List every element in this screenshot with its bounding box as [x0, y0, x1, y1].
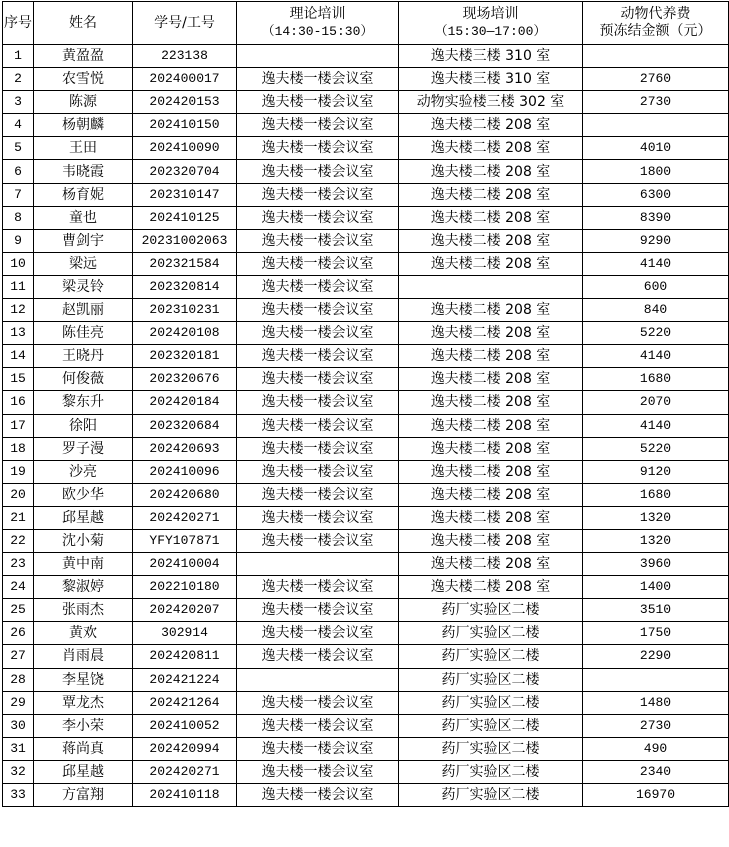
cell-id: 202420994	[133, 737, 237, 760]
table-header-row	[3, 2, 729, 45]
cell-theory-location: 逸夫楼一楼会议室	[237, 252, 399, 275]
table-row	[3, 622, 729, 645]
cell-name: 徐阳	[34, 414, 133, 437]
cell-fee: 1320	[583, 506, 729, 529]
cell-id: 202320704	[133, 160, 237, 183]
cell-id: 202310231	[133, 299, 237, 322]
cell-name: 肖雨晨	[34, 645, 133, 668]
table-row	[3, 599, 729, 622]
cell-field-location: 逸夫楼二楼 208 室	[399, 299, 583, 322]
table-row	[3, 460, 729, 483]
cell-theory-location: 逸夫楼一楼会议室	[237, 183, 399, 206]
cell-name: 童也	[34, 206, 133, 229]
cell-field-location: 药厂实验区二楼	[399, 622, 583, 645]
header-theory-title: 理论培训	[289, 6, 346, 22]
cell-fee: 5220	[583, 322, 729, 345]
cell-name: 沙亮	[34, 460, 133, 483]
cell-seq: 24	[3, 576, 34, 599]
cell-seq: 10	[3, 252, 34, 275]
cell-name: 欧少华	[34, 483, 133, 506]
cell-name: 何俊薇	[34, 368, 133, 391]
cell-theory-location: 逸夫楼一楼会议室	[237, 345, 399, 368]
header-name: 姓名	[34, 2, 133, 45]
cell-fee: 9290	[583, 229, 729, 252]
cell-name: 罗子漫	[34, 437, 133, 460]
cell-name: 杨育妮	[34, 183, 133, 206]
cell-seq: 29	[3, 691, 34, 714]
cell-id: 202410118	[133, 784, 237, 807]
table-row	[3, 137, 729, 160]
cell-id: 202420153	[133, 91, 237, 114]
cell-field-location: 逸夫楼二楼 208 室	[399, 368, 583, 391]
cell-seq: 27	[3, 645, 34, 668]
cell-fee: 1680	[583, 368, 729, 391]
cell-theory-location: 逸夫楼一楼会议室	[237, 460, 399, 483]
table-row	[3, 414, 729, 437]
cell-name: 黎淑婷	[34, 576, 133, 599]
cell-theory-location: 逸夫楼一楼会议室	[237, 229, 399, 252]
cell-field-location: 逸夫楼三楼 310 室	[399, 45, 583, 68]
cell-fee: 2730	[583, 714, 729, 737]
header-theory-time: （14:30-15:30）	[261, 24, 374, 39]
cell-seq: 12	[3, 299, 34, 322]
header-id: 学号/工号	[133, 2, 237, 45]
header-fee-line2: 预冻结金额（元）	[599, 23, 712, 39]
table-row	[3, 275, 729, 298]
cell-seq: 18	[3, 437, 34, 460]
cell-fee: 1400	[583, 576, 729, 599]
cell-seq: 19	[3, 460, 34, 483]
cell-theory-location: 逸夫楼一楼会议室	[237, 760, 399, 783]
cell-seq: 3	[3, 91, 34, 114]
cell-name: 邱星越	[34, 506, 133, 529]
cell-fee: 3510	[583, 599, 729, 622]
cell-fee: 4140	[583, 252, 729, 275]
cell-field-location: 逸夫楼二楼 208 室	[399, 506, 583, 529]
cell-name: 李星饶	[34, 668, 133, 691]
cell-field-location: 药厂实验区二楼	[399, 714, 583, 737]
cell-fee: 4140	[583, 414, 729, 437]
cell-id: 202420693	[133, 437, 237, 460]
cell-id: 202320814	[133, 275, 237, 298]
cell-id: 202410004	[133, 553, 237, 576]
cell-name: 李小荣	[34, 714, 133, 737]
cell-name: 曹剑宇	[34, 229, 133, 252]
cell-theory-location: 逸夫楼一楼会议室	[237, 299, 399, 322]
cell-id: 223138	[133, 45, 237, 68]
cell-fee	[583, 45, 729, 68]
cell-theory-location: 逸夫楼一楼会议室	[237, 414, 399, 437]
cell-theory-location: 逸夫楼一楼会议室	[237, 714, 399, 737]
cell-theory-location: 逸夫楼一楼会议室	[237, 576, 399, 599]
cell-fee: 5220	[583, 437, 729, 460]
cell-field-location: 逸夫楼二楼 208 室	[399, 529, 583, 552]
cell-fee	[583, 668, 729, 691]
cell-seq: 28	[3, 668, 34, 691]
cell-name: 梁灵铃	[34, 275, 133, 298]
cell-field-location: 逸夫楼二楼 208 室	[399, 553, 583, 576]
cell-theory-location: 逸夫楼一楼会议室	[237, 483, 399, 506]
table-row	[3, 576, 729, 599]
header-field-title: 现场培训	[462, 6, 519, 22]
header-fee-line1: 动物代养费	[620, 6, 691, 22]
cell-name: 王田	[34, 137, 133, 160]
cell-id: 202410090	[133, 137, 237, 160]
table-row	[3, 229, 729, 252]
cell-fee	[583, 114, 729, 137]
cell-name: 杨朝麟	[34, 114, 133, 137]
cell-theory-location: 逸夫楼一楼会议室	[237, 784, 399, 807]
cell-seq: 7	[3, 183, 34, 206]
cell-field-location: 药厂实验区二楼	[399, 645, 583, 668]
cell-id: 20231002063	[133, 229, 237, 252]
cell-id: 302914	[133, 622, 237, 645]
table-row	[3, 529, 729, 552]
cell-theory-location: 逸夫楼一楼会议室	[237, 506, 399, 529]
cell-fee: 1750	[583, 622, 729, 645]
cell-id: 202421264	[133, 691, 237, 714]
cell-field-location: 药厂实验区二楼	[399, 599, 583, 622]
cell-fee: 840	[583, 299, 729, 322]
cell-theory-location: 逸夫楼一楼会议室	[237, 114, 399, 137]
cell-id: 202420184	[133, 391, 237, 414]
cell-id: 202321584	[133, 252, 237, 275]
table-row	[3, 322, 729, 345]
cell-id: 202210180	[133, 576, 237, 599]
cell-id: 202410150	[133, 114, 237, 137]
cell-fee: 2730	[583, 91, 729, 114]
cell-fee: 1800	[583, 160, 729, 183]
cell-field-location: 逸夫楼二楼 208 室	[399, 391, 583, 414]
cell-theory-location: 逸夫楼一楼会议室	[237, 645, 399, 668]
cell-theory-location: 逸夫楼一楼会议室	[237, 368, 399, 391]
cell-theory-location: 逸夫楼一楼会议室	[237, 391, 399, 414]
cell-field-location: 逸夫楼二楼 208 室	[399, 229, 583, 252]
table-row	[3, 345, 729, 368]
table-row	[3, 91, 729, 114]
cell-seq: 32	[3, 760, 34, 783]
table-row	[3, 553, 729, 576]
cell-seq: 31	[3, 737, 34, 760]
cell-fee: 2290	[583, 645, 729, 668]
cell-id: 202421224	[133, 668, 237, 691]
table-row	[3, 760, 729, 783]
cell-theory-location: 逸夫楼一楼会议室	[237, 599, 399, 622]
cell-name: 黄欢	[34, 622, 133, 645]
cell-fee: 490	[583, 737, 729, 760]
header-seq: 序号	[3, 2, 34, 45]
cell-theory-location: 逸夫楼一楼会议室	[237, 529, 399, 552]
cell-id: 202320684	[133, 414, 237, 437]
cell-fee: 2070	[583, 391, 729, 414]
cell-field-location: 药厂实验区二楼	[399, 668, 583, 691]
table-row	[3, 391, 729, 414]
cell-fee: 2760	[583, 68, 729, 91]
cell-id: 202400017	[133, 68, 237, 91]
cell-field-location: 药厂实验区二楼	[399, 691, 583, 714]
cell-seq: 8	[3, 206, 34, 229]
cell-id: 202420271	[133, 506, 237, 529]
cell-seq: 11	[3, 275, 34, 298]
cell-name: 陈佳亮	[34, 322, 133, 345]
cell-seq: 17	[3, 414, 34, 437]
cell-field-location: 药厂实验区二楼	[399, 784, 583, 807]
cell-seq: 5	[3, 137, 34, 160]
cell-theory-location	[237, 553, 399, 576]
cell-seq: 16	[3, 391, 34, 414]
cell-id: 202420680	[133, 483, 237, 506]
cell-id: 202420811	[133, 645, 237, 668]
cell-name: 王晓丹	[34, 345, 133, 368]
table-row	[3, 160, 729, 183]
cell-seq: 4	[3, 114, 34, 137]
cell-id: 202420271	[133, 760, 237, 783]
table-row	[3, 668, 729, 691]
cell-theory-location	[237, 668, 399, 691]
cell-theory-location: 逸夫楼一楼会议室	[237, 68, 399, 91]
header-theory	[237, 2, 399, 45]
cell-field-location: 逸夫楼三楼 310 室	[399, 68, 583, 91]
cell-fee: 600	[583, 275, 729, 298]
cell-name: 梁远	[34, 252, 133, 275]
cell-id: 202410052	[133, 714, 237, 737]
cell-theory-location: 逸夫楼一楼会议室	[237, 160, 399, 183]
header-fee	[583, 2, 729, 45]
cell-field-location: 逸夫楼二楼 208 室	[399, 206, 583, 229]
table-row	[3, 784, 729, 807]
table-row	[3, 68, 729, 91]
cell-seq: 1	[3, 45, 34, 68]
cell-seq: 22	[3, 529, 34, 552]
cell-seq: 20	[3, 483, 34, 506]
cell-theory-location: 逸夫楼一楼会议室	[237, 437, 399, 460]
cell-theory-location: 逸夫楼一楼会议室	[237, 91, 399, 114]
cell-field-location: 逸夫楼二楼 208 室	[399, 160, 583, 183]
cell-field-location: 逸夫楼二楼 208 室	[399, 483, 583, 506]
cell-fee: 9120	[583, 460, 729, 483]
cell-seq: 33	[3, 784, 34, 807]
cell-field-location: 逸夫楼二楼 208 室	[399, 576, 583, 599]
cell-field-location: 逸夫楼二楼 208 室	[399, 345, 583, 368]
cell-id: 202420108	[133, 322, 237, 345]
cell-theory-location: 逸夫楼一楼会议室	[237, 737, 399, 760]
cell-name: 邱星越	[34, 760, 133, 783]
header-field-time: （15:30—17:00）	[434, 24, 547, 39]
cell-name: 赵凯丽	[34, 299, 133, 322]
cell-theory-location: 逸夫楼一楼会议室	[237, 206, 399, 229]
cell-field-location: 逸夫楼二楼 208 室	[399, 460, 583, 483]
cell-seq: 26	[3, 622, 34, 645]
table-row	[3, 299, 729, 322]
cell-fee: 1480	[583, 691, 729, 714]
cell-field-location: 动物实验楼三楼 302 室	[399, 91, 583, 114]
cell-name: 黄中南	[34, 553, 133, 576]
cell-id: 202320181	[133, 345, 237, 368]
cell-seq: 23	[3, 553, 34, 576]
cell-id: 202320676	[133, 368, 237, 391]
cell-seq: 13	[3, 322, 34, 345]
cell-name: 覃龙杰	[34, 691, 133, 714]
table-row	[3, 645, 729, 668]
table-row	[3, 483, 729, 506]
cell-id: 202410125	[133, 206, 237, 229]
cell-theory-location: 逸夫楼一楼会议室	[237, 622, 399, 645]
table-body	[3, 45, 729, 807]
cell-name: 沈小菊	[34, 529, 133, 552]
cell-fee: 1680	[583, 483, 729, 506]
header-field	[399, 2, 583, 45]
cell-seq: 25	[3, 599, 34, 622]
cell-id: YFY107871	[133, 529, 237, 552]
cell-name: 农雪悦	[34, 68, 133, 91]
cell-fee: 3960	[583, 553, 729, 576]
cell-seq: 6	[3, 160, 34, 183]
cell-name: 方富翔	[34, 784, 133, 807]
cell-name: 蒋尚真	[34, 737, 133, 760]
cell-seq: 2	[3, 68, 34, 91]
cell-seq: 9	[3, 229, 34, 252]
cell-name: 黄盈盈	[34, 45, 133, 68]
cell-field-location	[399, 275, 583, 298]
cell-name: 张雨杰	[34, 599, 133, 622]
cell-field-location: 逸夫楼二楼 208 室	[399, 437, 583, 460]
cell-theory-location: 逸夫楼一楼会议室	[237, 137, 399, 160]
cell-field-location: 药厂实验区二楼	[399, 737, 583, 760]
table-row	[3, 183, 729, 206]
training-schedule-table	[2, 1, 729, 807]
cell-fee: 16970	[583, 784, 729, 807]
cell-field-location: 药厂实验区二楼	[399, 760, 583, 783]
cell-fee: 2340	[583, 760, 729, 783]
table-row	[3, 368, 729, 391]
table-row	[3, 437, 729, 460]
cell-name: 陈源	[34, 91, 133, 114]
table-row	[3, 252, 729, 275]
cell-field-location: 逸夫楼二楼 208 室	[399, 137, 583, 160]
cell-id: 202310147	[133, 183, 237, 206]
cell-field-location: 逸夫楼二楼 208 室	[399, 414, 583, 437]
table-row	[3, 506, 729, 529]
cell-fee: 4140	[583, 345, 729, 368]
cell-theory-location	[237, 45, 399, 68]
cell-seq: 21	[3, 506, 34, 529]
table-row	[3, 737, 729, 760]
cell-seq: 14	[3, 345, 34, 368]
table-row	[3, 206, 729, 229]
cell-fee: 6300	[583, 183, 729, 206]
table-row	[3, 714, 729, 737]
cell-field-location: 逸夫楼二楼 208 室	[399, 183, 583, 206]
cell-fee: 8390	[583, 206, 729, 229]
cell-seq: 30	[3, 714, 34, 737]
cell-id: 202410096	[133, 460, 237, 483]
table-row	[3, 45, 729, 68]
cell-name: 黎东升	[34, 391, 133, 414]
cell-field-location: 逸夫楼二楼 208 室	[399, 114, 583, 137]
cell-fee: 4010	[583, 137, 729, 160]
table-row	[3, 691, 729, 714]
cell-theory-location: 逸夫楼一楼会议室	[237, 275, 399, 298]
table-row	[3, 114, 729, 137]
cell-field-location: 逸夫楼二楼 208 室	[399, 252, 583, 275]
cell-seq: 15	[3, 368, 34, 391]
cell-id: 202420207	[133, 599, 237, 622]
cell-theory-location: 逸夫楼一楼会议室	[237, 691, 399, 714]
cell-fee: 1320	[583, 529, 729, 552]
cell-field-location: 逸夫楼二楼 208 室	[399, 322, 583, 345]
cell-theory-location: 逸夫楼一楼会议室	[237, 322, 399, 345]
cell-name: 韦晓霞	[34, 160, 133, 183]
